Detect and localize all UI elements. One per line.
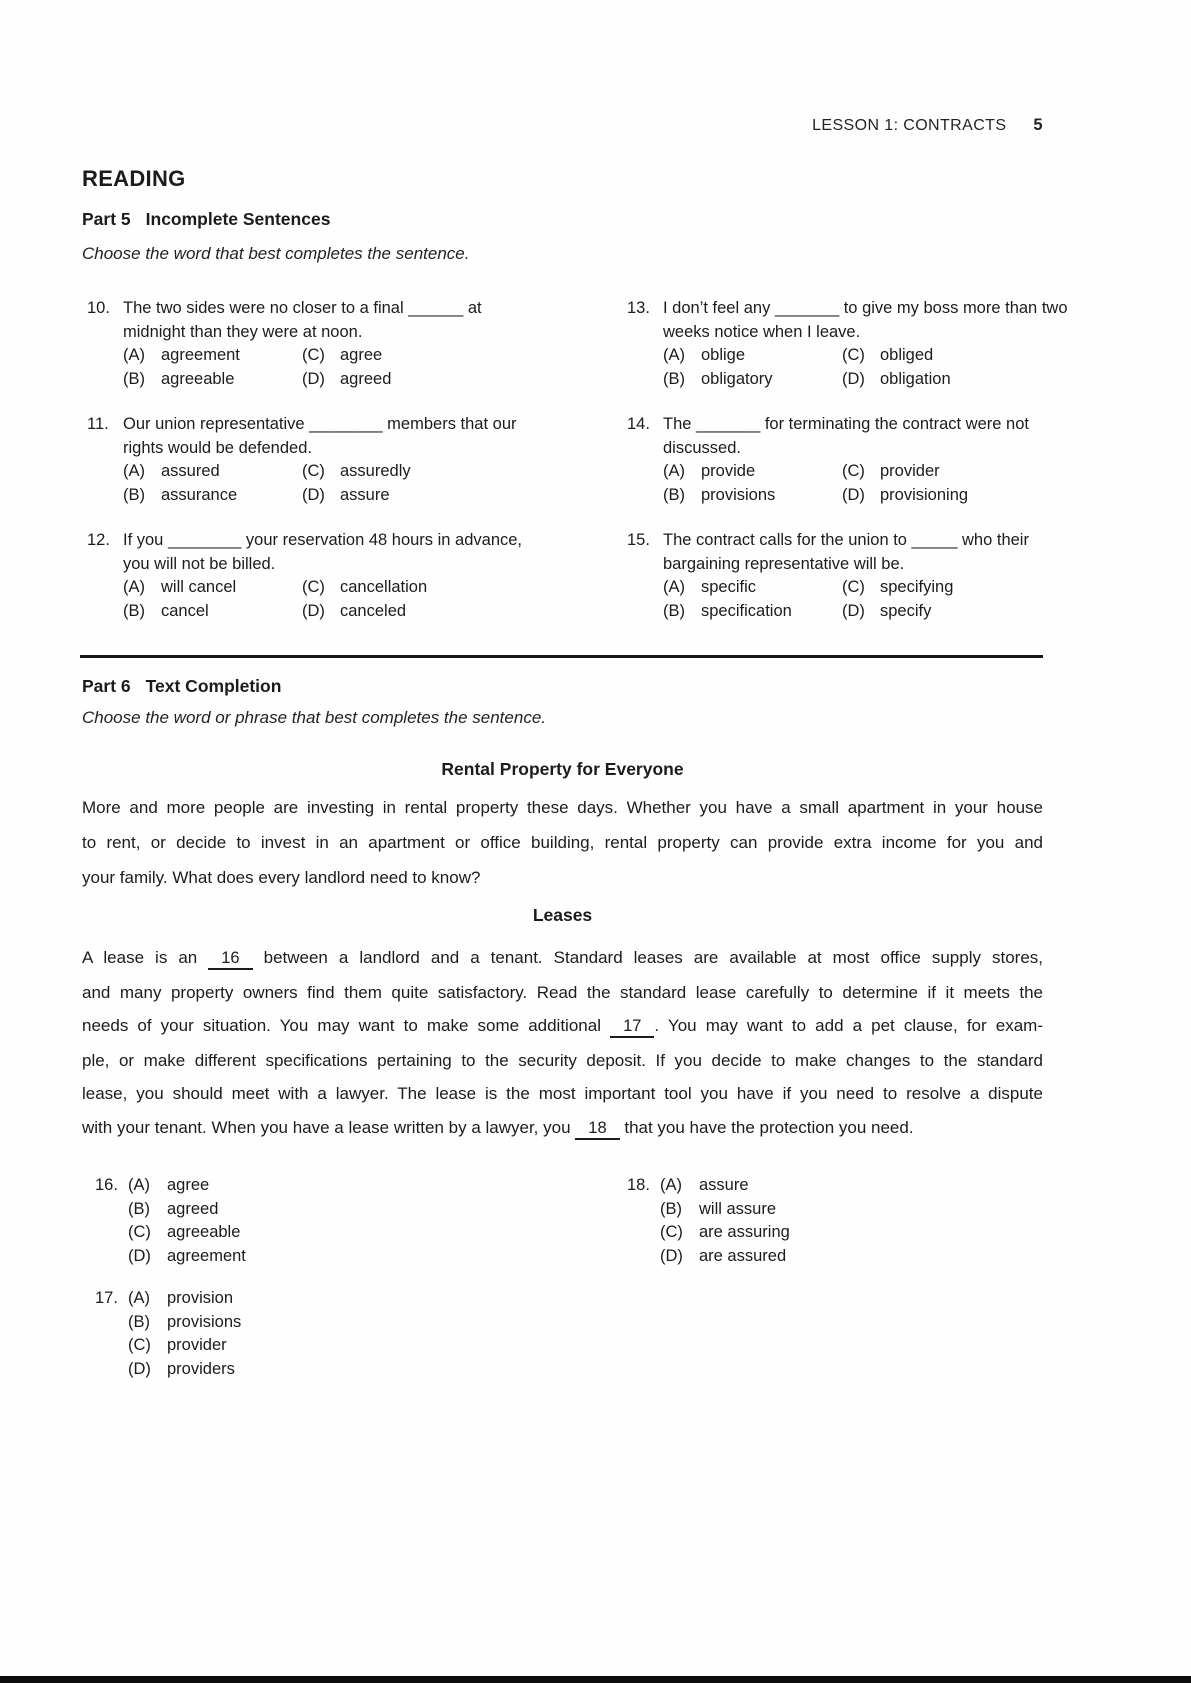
option-a	[123, 576, 302, 600]
question-18	[627, 1174, 790, 1268]
option-label: specify	[880, 601, 932, 620]
option-d	[842, 368, 1087, 392]
passage-line: More and more people are investing in rental property these days. Whether you have a small apartment in your house	[82, 798, 1043, 817]
option-tag: (B)	[663, 601, 685, 620]
option-tag: (A)	[660, 1176, 682, 1194]
question-16	[95, 1174, 246, 1268]
passage-line: A lease is an 16 between a landlord and a tenant. Standard leases are available at most office supply stores,	[82, 941, 1043, 976]
passage-title: Rental Property for Everyone	[441, 759, 684, 779]
part5-label: Part 5	[82, 209, 131, 229]
answer-options	[123, 460, 547, 507]
option-label: canceled	[340, 601, 407, 620]
option-tag: (B)	[663, 369, 685, 388]
question-14	[627, 413, 1087, 507]
answer-options	[663, 344, 1087, 391]
option-label: obliged	[880, 346, 934, 364]
part6-heading	[82, 676, 281, 697]
option-tag: (A)	[123, 462, 145, 480]
option-tag: (D)	[302, 601, 325, 620]
option-b	[123, 368, 302, 392]
option-c	[302, 576, 547, 600]
question-number: 18.	[627, 1176, 650, 1194]
passage-line: needs of your situation. You may want to make some additional 17 . You may want to add a pet clause, for exam-	[82, 1009, 1043, 1044]
option-a	[663, 576, 842, 600]
passage-line: your family. What does every landlord need to know?	[82, 868, 481, 887]
option-c	[842, 460, 1087, 484]
question-10	[87, 297, 547, 391]
option-label: obligatory	[701, 369, 773, 388]
option-tag: (B)	[663, 485, 685, 504]
question-number: 15.	[627, 531, 650, 549]
question-number: 14.	[627, 415, 650, 433]
passage-paragraph-2	[82, 941, 1043, 1145]
option-d	[302, 484, 547, 508]
option-label: provisioning	[880, 485, 969, 504]
question-number: 11.	[87, 415, 109, 433]
option-tag: (D)	[842, 369, 865, 388]
option-tag: (A)	[128, 1289, 150, 1307]
running-head	[0, 116, 1043, 135]
question-number: 17.	[95, 1289, 118, 1307]
option-tag: (C)	[302, 578, 325, 596]
answer-options	[660, 1174, 790, 1268]
option-b	[123, 600, 302, 624]
passage-subheading: Leases	[532, 905, 593, 925]
option-tag: (A)	[128, 1176, 150, 1194]
option-c	[302, 344, 547, 368]
option-label: agreed	[340, 369, 392, 388]
option-d	[842, 484, 1087, 508]
option-label: agree	[340, 346, 383, 364]
passage-line: ple, or make different specifications pertaining to the security deposit. If you decide to make changes to the standard	[82, 1050, 1043, 1070]
option-tag: (D)	[128, 1246, 151, 1265]
option-label: agreement	[161, 346, 240, 364]
question-text: The contract calls for the union to _____ who their bargaining representative will be.	[663, 531, 1029, 573]
question-13	[627, 297, 1087, 391]
option-d	[128, 1245, 246, 1269]
question-number: 16.	[95, 1176, 118, 1194]
option-a	[660, 1174, 790, 1198]
passage-paragraph-1	[82, 790, 1043, 895]
option-tag: (B)	[128, 1312, 150, 1331]
option-a	[123, 460, 302, 484]
option-b	[660, 1198, 790, 1222]
option-a	[663, 344, 842, 368]
option-tag: (B)	[123, 485, 145, 504]
option-label: cancellation	[340, 578, 428, 596]
question-number: 13.	[627, 299, 650, 317]
option-tag: (C)	[128, 1223, 151, 1241]
question-11	[87, 413, 547, 507]
option-label: providers	[167, 1359, 235, 1378]
answer-options	[128, 1287, 241, 1381]
option-label: provisions	[701, 485, 776, 504]
option-c	[302, 460, 547, 484]
option-a	[128, 1174, 246, 1198]
option-d	[660, 1245, 790, 1269]
option-tag: (D)	[842, 485, 865, 504]
option-tag: (D)	[302, 369, 325, 388]
answer-options	[128, 1174, 246, 1268]
option-tag: (B)	[128, 1199, 150, 1218]
option-tag: (C)	[302, 346, 325, 364]
option-a	[663, 460, 842, 484]
part5-name: Incomplete Sentences	[145, 209, 331, 229]
option-tag: (B)	[123, 369, 145, 388]
option-label: are assured	[699, 1246, 787, 1265]
option-tag: (A)	[663, 462, 685, 480]
numbered-blank: 18	[575, 1119, 619, 1140]
option-label: agreed	[167, 1199, 219, 1218]
option-label: agreeable	[167, 1223, 241, 1241]
part6-instructions: Choose the word or phrase that best completes the sentence.	[82, 708, 546, 727]
part5-instructions: Choose the word that best completes the sentence.	[82, 244, 470, 263]
option-label: agree	[167, 1176, 210, 1194]
question-text: The two sides were no closer to a final ______ at midnight than they were at noon.	[123, 299, 482, 341]
question-number: 10.	[87, 299, 110, 317]
question-text: If you ________ your reservation 48 hours in advance, you will not be billed.	[123, 531, 523, 573]
question-text: Our union representative ________ members that our rights would be defended.	[123, 415, 517, 457]
option-tag: (D)	[660, 1246, 683, 1265]
option-label: specification	[701, 601, 792, 620]
passage-line: to rent, or decide to invest in an apartment or office building, rental property can provide extra income for you and	[82, 833, 1043, 852]
option-label: provider	[167, 1336, 227, 1354]
option-label: specifying	[880, 578, 954, 596]
answer-options	[663, 576, 1087, 623]
question-17	[95, 1287, 241, 1381]
option-tag: (A)	[663, 346, 685, 364]
option-c	[842, 344, 1087, 368]
option-tag: (B)	[123, 601, 145, 620]
option-tag: (C)	[128, 1336, 151, 1354]
option-d	[842, 600, 1087, 624]
page-number: 5	[1033, 116, 1043, 134]
option-b	[128, 1198, 246, 1222]
answer-options	[663, 460, 1087, 507]
option-c	[660, 1221, 790, 1245]
option-label: cancel	[161, 601, 209, 620]
option-tag: (D)	[842, 601, 865, 620]
numbered-blank: 17	[610, 1017, 654, 1038]
option-label: assuredly	[340, 462, 411, 480]
question-number: 12.	[87, 531, 110, 549]
option-c	[128, 1334, 241, 1358]
option-b	[663, 484, 842, 508]
option-tag: (C)	[842, 578, 865, 596]
option-label: will assure	[699, 1199, 777, 1218]
question-text: The _______ for terminating the contract were not discussed.	[663, 415, 1029, 457]
option-label: will cancel	[161, 578, 237, 596]
option-label: agreement	[167, 1246, 246, 1265]
option-tag: (D)	[128, 1359, 151, 1378]
section-divider-rule	[80, 655, 1043, 658]
option-label: specific	[701, 578, 757, 596]
answer-options	[123, 576, 547, 623]
option-tag: (C)	[660, 1223, 683, 1241]
option-tag: (A)	[123, 578, 145, 596]
option-d	[128, 1358, 241, 1382]
option-c	[128, 1221, 246, 1245]
option-d	[302, 600, 547, 624]
part5-heading	[82, 209, 330, 230]
question-text: I don’t feel any _______ to give my boss more than two weeks notice when I leave.	[663, 299, 1068, 341]
option-label: agreeable	[161, 369, 235, 388]
option-tag: (A)	[663, 578, 685, 596]
part6-name: Text Completion	[145, 676, 282, 696]
part6-label: Part 6	[82, 676, 131, 696]
numbered-blank: 16	[208, 949, 252, 970]
option-label: provider	[880, 462, 940, 480]
option-label: obligation	[880, 369, 951, 388]
option-tag: (C)	[302, 462, 325, 480]
option-a	[128, 1287, 241, 1311]
option-c	[842, 576, 1087, 600]
scan-edge-bar	[0, 1676, 1191, 1683]
option-b	[663, 600, 842, 624]
option-label: assure	[340, 485, 390, 504]
option-b	[123, 484, 302, 508]
option-tag: (C)	[842, 346, 865, 364]
answer-options	[123, 344, 547, 391]
option-tag: (B)	[660, 1199, 682, 1218]
option-b	[663, 368, 842, 392]
option-label: assured	[161, 462, 220, 480]
option-tag: (A)	[123, 346, 145, 364]
option-label: provisions	[167, 1312, 242, 1331]
passage-line: with your tenant. When you have a lease written by a lawyer, you 18 that you have the protection you need.	[82, 1111, 1043, 1146]
lesson-header: LESSON 1: CONTRACTS	[812, 117, 1007, 134]
question-15	[627, 529, 1087, 623]
option-d	[302, 368, 547, 392]
option-tag: (C)	[842, 462, 865, 480]
option-label: are assuring	[699, 1223, 790, 1241]
question-12	[87, 529, 547, 623]
option-label: oblige	[701, 346, 746, 364]
option-label: assurance	[161, 485, 238, 504]
option-tag: (D)	[302, 485, 325, 504]
option-b	[128, 1311, 241, 1335]
option-label: provide	[701, 462, 756, 480]
option-label: provision	[167, 1289, 234, 1307]
option-label: assure	[699, 1176, 749, 1194]
option-a	[123, 344, 302, 368]
section-title: READING	[82, 166, 186, 191]
passage-line: and many property owners find them quite satisfactory. Read the standard lease carefully to determine if it meets the	[82, 982, 1043, 1002]
passage-line: lease, you should meet with a lawyer. The lease is the most important tool you have if you need to resolve a dispute	[82, 1084, 1043, 1103]
